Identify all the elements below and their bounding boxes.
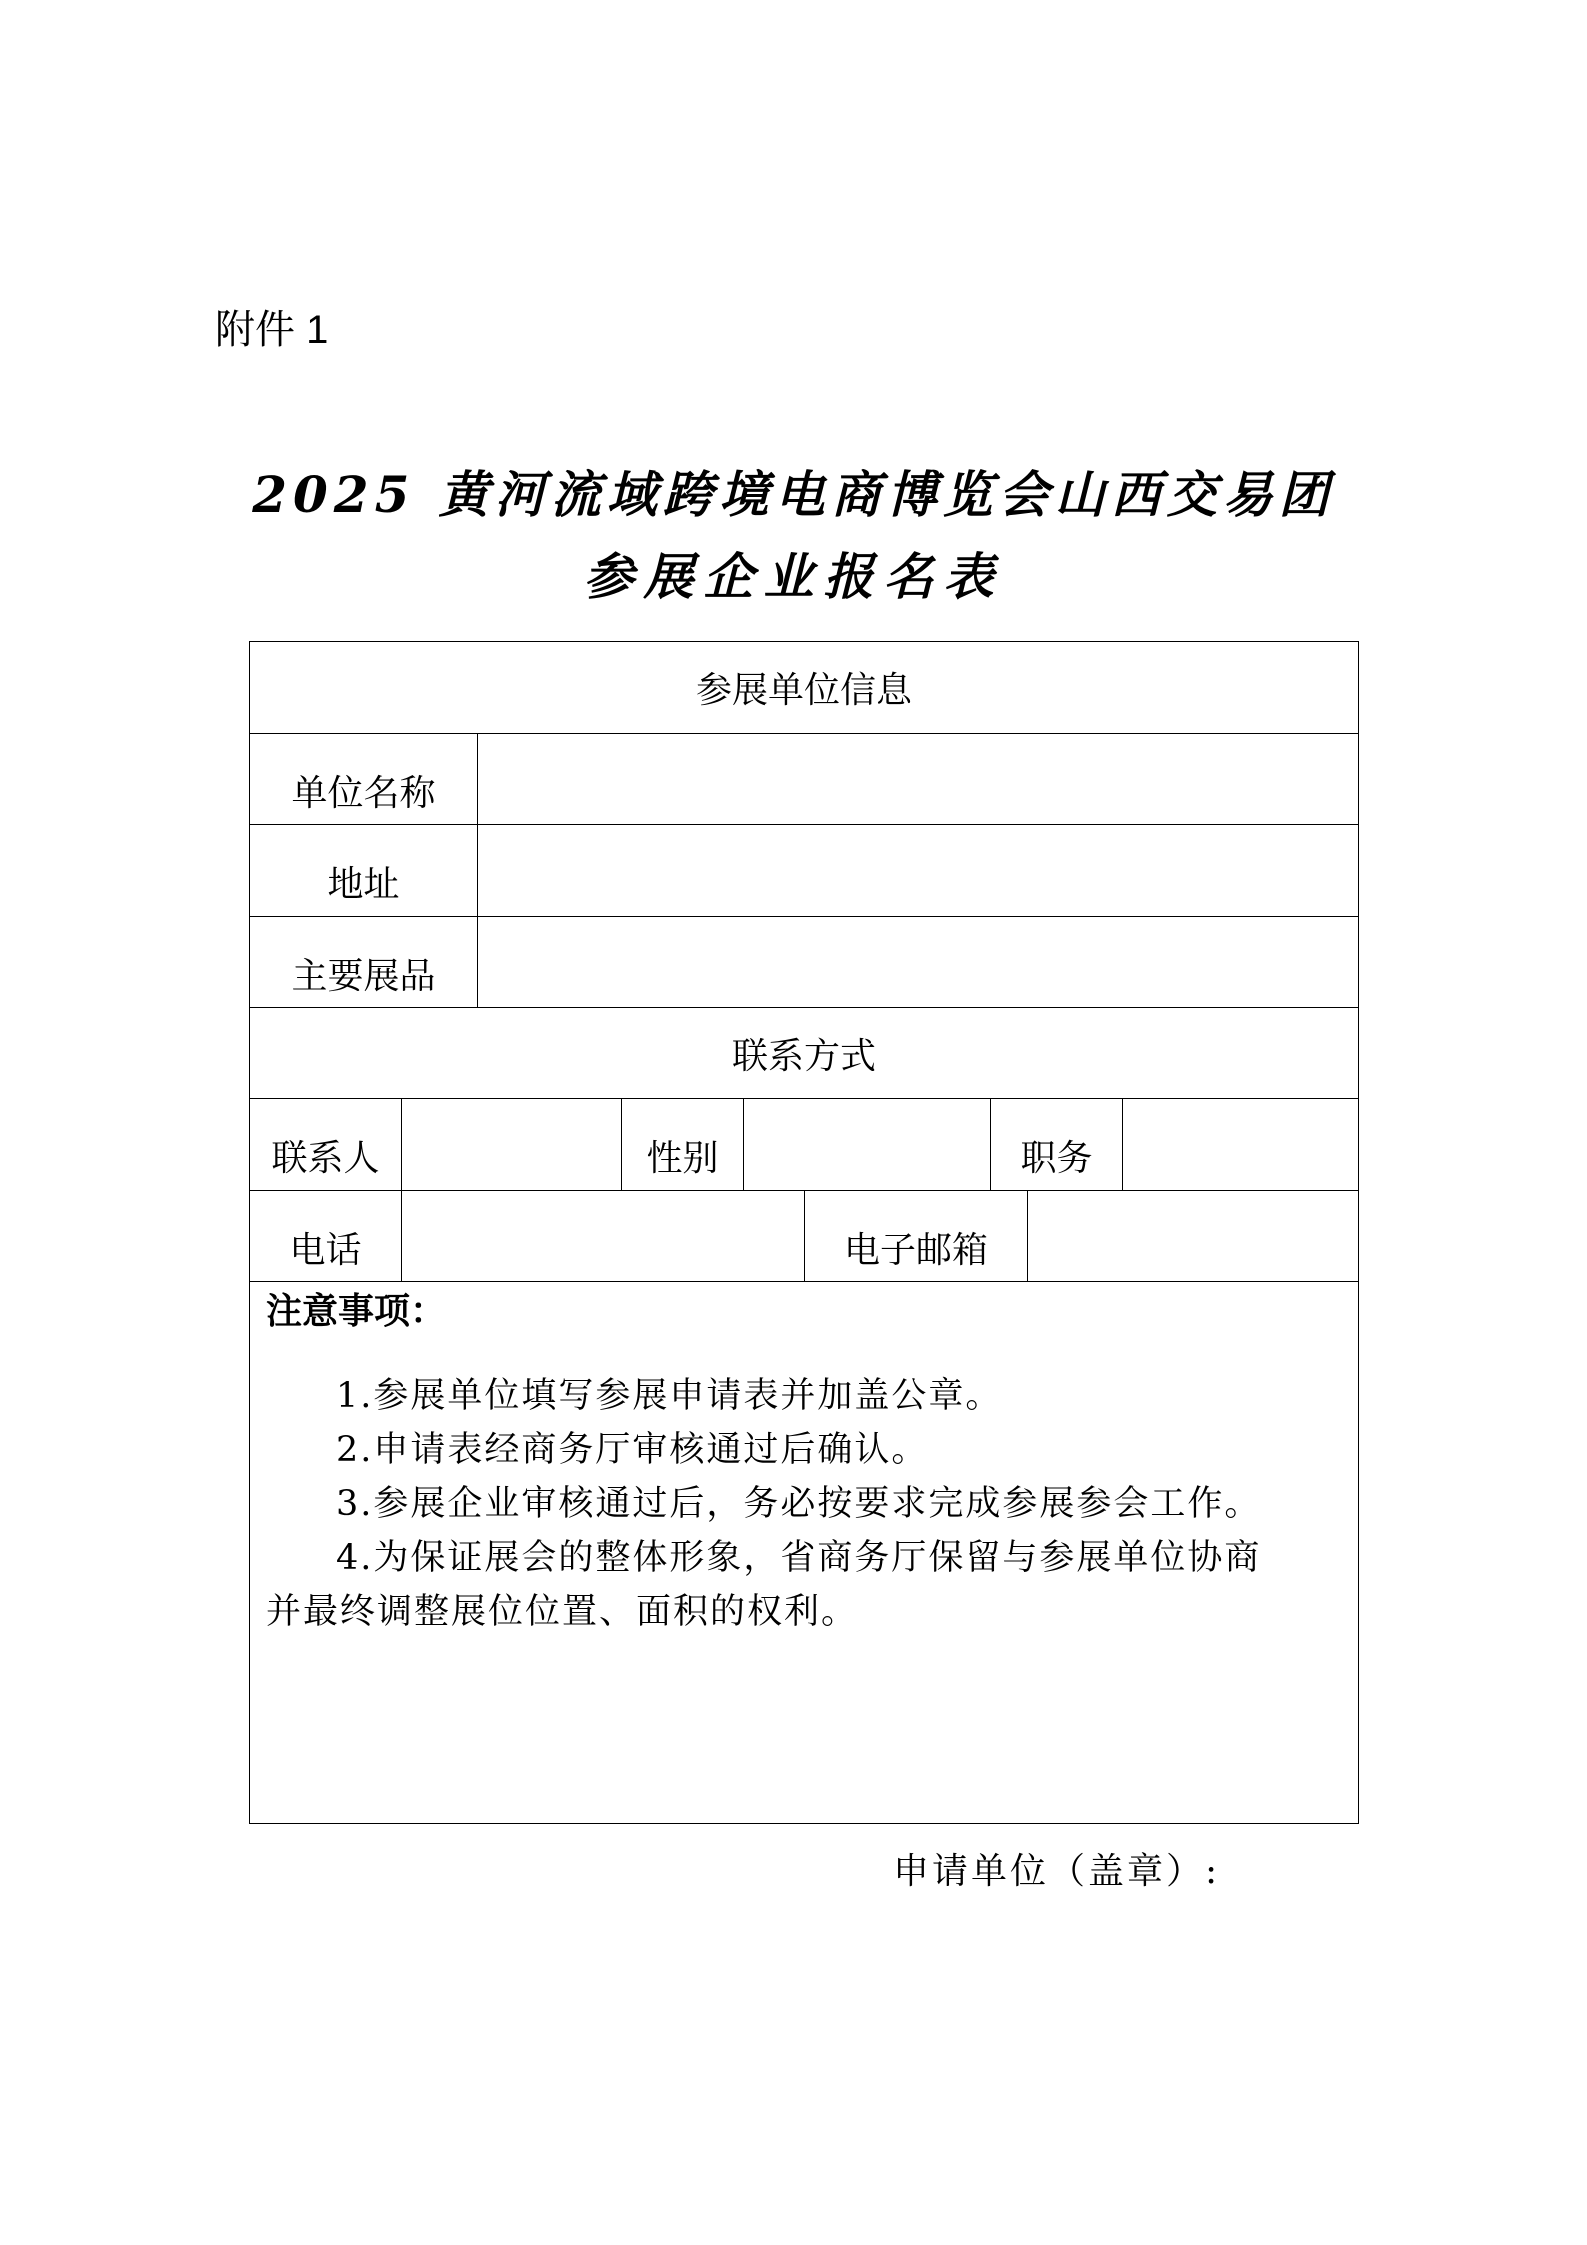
email-field[interactable] bbox=[1027, 1191, 1358, 1281]
gender-label: 性别 bbox=[621, 1099, 743, 1190]
position-field[interactable] bbox=[1122, 1099, 1358, 1190]
gender-field[interactable] bbox=[743, 1099, 990, 1190]
contact-person-label: 联系人 bbox=[271, 1138, 380, 1179]
unit-info-section-title: 参展单位信息 bbox=[695, 670, 912, 711]
unit-info-header-row bbox=[250, 642, 1358, 734]
applicant-seal-label: 申请单位（盖章）: bbox=[893, 1851, 1221, 1892]
email-label: 电子邮箱 bbox=[804, 1191, 1027, 1281]
unit-name-row bbox=[250, 734, 1358, 825]
note-item-4: 4.为保证展会的整体形象，省商务厅保留与参展单位协商 bbox=[336, 1538, 1262, 1578]
phone-email-row bbox=[250, 1191, 1358, 1282]
unit-name-label: 单位名称 bbox=[291, 772, 436, 814]
address-field[interactable] bbox=[477, 825, 1358, 916]
note-item-3: 3.参展企业审核通过后，务必按要求完成参展参会工作。 bbox=[336, 1484, 1262, 1524]
address-row bbox=[250, 825, 1358, 917]
note-item-1: 1.参展单位填写参展申请表并加盖公章。 bbox=[336, 1376, 1003, 1416]
notes-title: 注意事项： bbox=[266, 1291, 447, 1332]
address-label: 地址 bbox=[327, 864, 400, 905]
contact-person-row bbox=[250, 1099, 1358, 1191]
unit-name-field[interactable] bbox=[477, 734, 1358, 824]
form-title-line2: 参展企业报名表 bbox=[583, 547, 1004, 606]
phone-field[interactable] bbox=[401, 1191, 804, 1281]
main-products-label: 主要展品 bbox=[291, 955, 436, 997]
form-title-line1: 2025 黄河流域跨境电商博览会山西交易团 bbox=[252, 465, 1335, 524]
main-products-field[interactable] bbox=[477, 917, 1358, 1007]
contact-header-row bbox=[250, 1008, 1358, 1099]
note-item-4-continued: 并最终调整展位位置、面积的权利。 bbox=[266, 1592, 859, 1632]
contact-section-title: 联系方式 bbox=[731, 1035, 876, 1077]
note-item-2: 2.申请表经商务厅审核通过后确认。 bbox=[336, 1430, 929, 1470]
position-label: 职务 bbox=[990, 1099, 1122, 1190]
phone-label: 电话 bbox=[289, 1229, 362, 1271]
contact-person-field[interactable] bbox=[401, 1099, 621, 1190]
attachment-label: 附件 1 bbox=[215, 308, 329, 352]
main-products-row bbox=[250, 917, 1358, 1008]
registration-form-table bbox=[249, 641, 1359, 1824]
